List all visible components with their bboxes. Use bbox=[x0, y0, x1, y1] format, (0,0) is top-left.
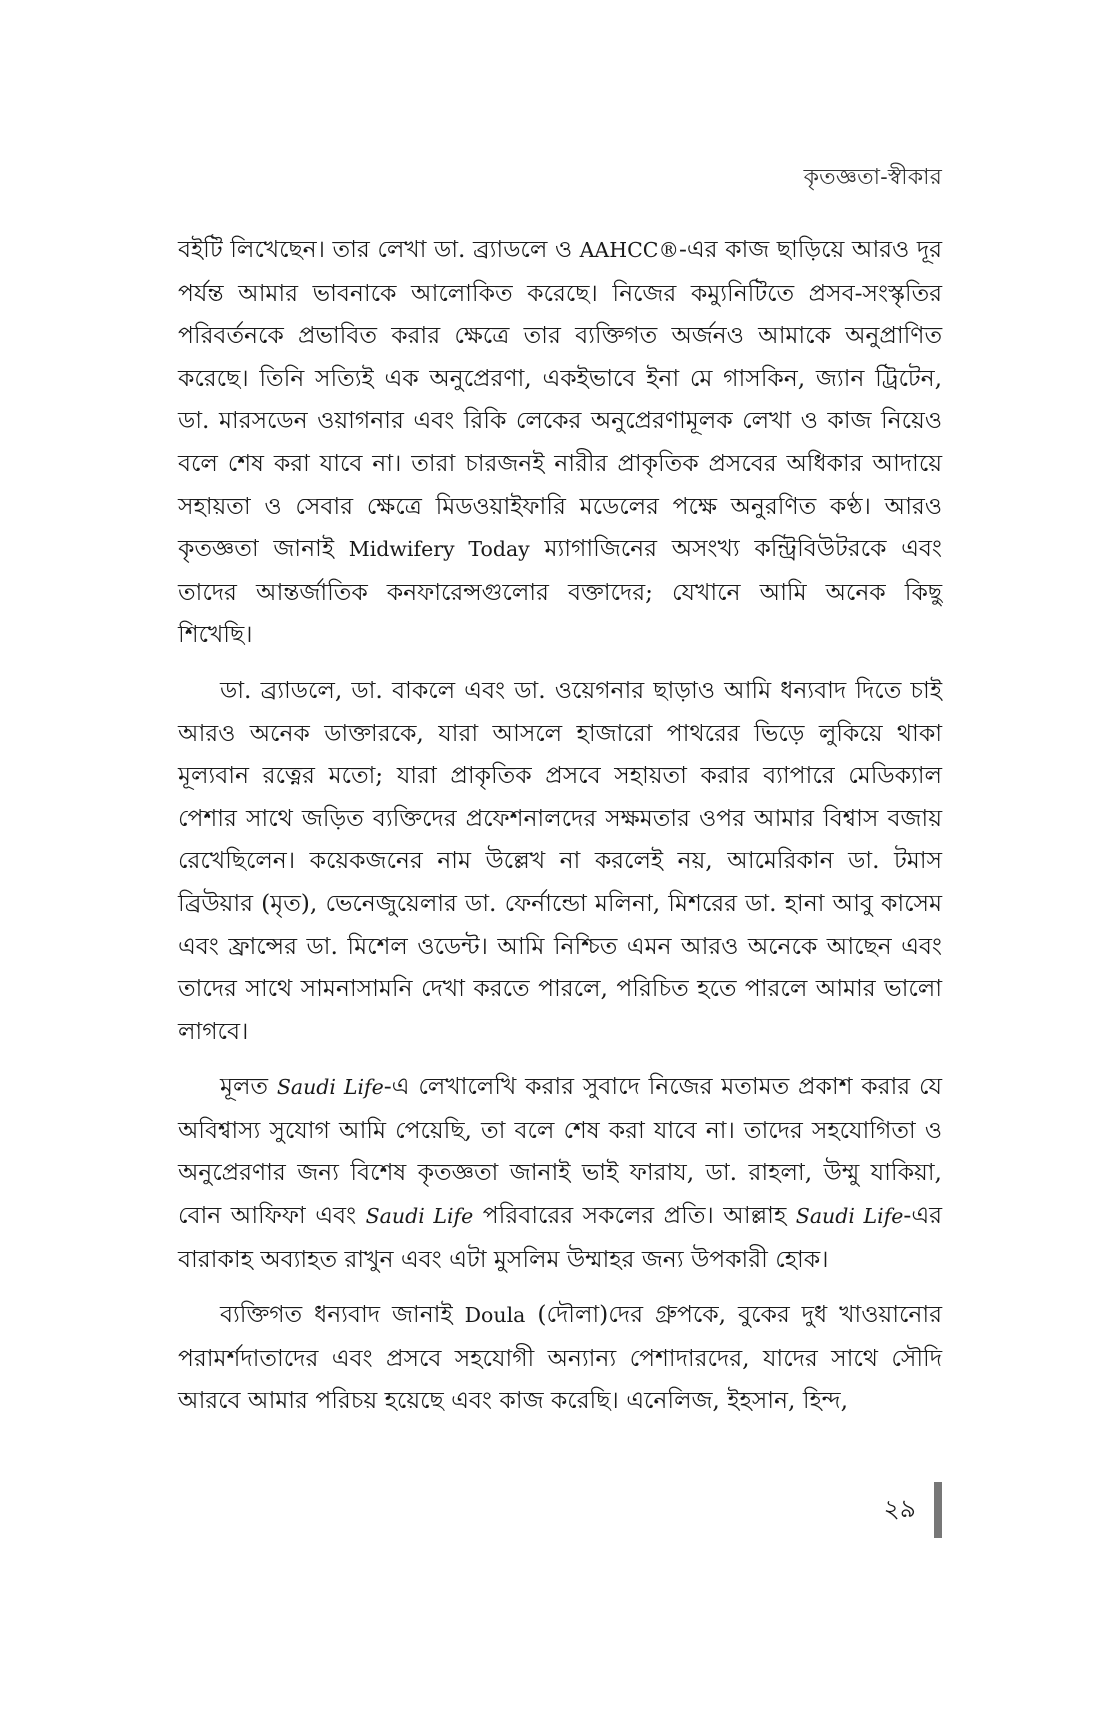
page-number: ২৯ bbox=[883, 1493, 916, 1523]
latin-term: Doula bbox=[464, 1303, 526, 1328]
paragraph bbox=[178, 1065, 942, 1280]
paragraph-text: (দৌলা)দের গ্রুপকে, বুকের দুধ খাওয়ানোর পরামর্শদাতাদের এবং প্রসবে সহযোগী অন্যান্য পেশাদারদের, যাদের সাথে সৌদি আরবে আমার পরিচয় হয়েছে এবং কাজ করেছি। এনেলিজ, ইহসান, হিন্দ, bbox=[178, 1300, 942, 1415]
latin-italic-term: Saudi Life bbox=[795, 1204, 904, 1229]
page-edge-bar bbox=[934, 1482, 942, 1538]
page-footer bbox=[884, 1482, 942, 1538]
paragraph-text: ডা. ব্র্যাডলে, ডা. বাকলে এবং ডা. ওয়েগনার ছাড়াও আমি ধন্যবাদ দিতে চাই আরও অনেক ডাক্তারকে, যারা আসলে হাজারো পাথরের ভিড়ে লুকিয়ে থাকা মূল্যবান রত্নের মতো; যারা প্রাকৃতিক প্রসবে সহায়তা করার ব্যাপারে মেডিক্যাল পেশার সাথে জড়িত ব্যক্তিদের প্রফেশনালদের সক্ষমতার ওপর আমার বিশ্বাস বজায় রেখেছিলেন। কয়েকজনের নাম উল্লেখ না করলেই নয়, আমেরিকান ডা. টমাস ব্রিউয়ার (মৃত), ভেনেজুয়েলার ডা. ফের্নান্ডো মলিনা, মিশরের ডা. হানা আবু কাসেম এবং ফ্রান্সের ডা. মিশেল ওডেন্ট। আমি নিশ্চিত এমন আরও অনেকে আছেন এবং তাদের সাথে সামনাসামনি দেখা করতে পারলে, পরিচিত হতে পারলে আমার ভালো লাগবে। bbox=[178, 675, 942, 1045]
latin-italic-term: Saudi Life bbox=[276, 1075, 384, 1100]
paragraph-text: -এ লেখালেখি করার সুবাদে নিজের মতামত প্রকাশ করার যে অবিশ্বাস্য সুযোগ আমি পেয়েছি, তা বলে শেষ করা যাবে না। তাদের সহযোগিতা ও অনুপ্রেরণার জন্য বিশেষ কৃতজ্ঞতা জানাই ভাই ফারায, ডা. রাহলা, উম্মু যাকিয়া, বোন আফিফা এবং bbox=[178, 1072, 942, 1230]
running-header: কৃতজ্ঞতা-স্বীকার bbox=[803, 165, 942, 190]
paragraph-text: ব্যক্তিগত ধন্যবাদ জানাই bbox=[220, 1300, 465, 1329]
paragraph-text: -এর বারাকাহ অব্যাহত রাখুন এবং এটা মুসলিম উম্মাহর জন্য উপকারী হোক। bbox=[178, 1201, 942, 1273]
latin-term: AAHCC® bbox=[579, 238, 679, 262]
latin-term: Midwifery Today bbox=[348, 537, 530, 562]
paragraph-text: মূলত bbox=[220, 1072, 277, 1101]
paragraph-text: ম্যাগাজিনের অসংখ্য কন্ট্রিবিউটরকে এবং তাদের আন্তর্জাতিক কনফারেন্সগুলোর বক্তাদের; যেখানে আমি অনেক কিছু শিখেছি। bbox=[178, 534, 942, 649]
paragraph bbox=[178, 669, 942, 1052]
paragraph-text: -এর কাজ ছাড়িয়ে আরও দূর পর্যন্ত আমার ভাবনাকে আলোকিত করেছে। নিজের কম্যুনিটিতে প্রসব-সংস্কৃতির পরিবর্তনকে প্রভাবিত করার ক্ষেত্রে তার ব্যক্তিগত অর্জনও আমাকে অনুপ্রাণিত করেছে। তিনি সত্যিই এক অনুপ্রেরণা, একইভাবে ইনা মে গাসকিন, জ্যান ট্রিটেন, ডা. মারসডেন ওয়াগনার এবং রিকি লেকের অনুপ্রেরণামূলক লেখা ও কাজ নিয়েও বলে শেষ করা যাবে না। তারা চারজনই নারীর প্রাকৃতিক প্রসবের অধিকার আদায়ে সহায়তা ও সেবার ক্ষেত্রে মিডওয়াইফারি মডেলের পক্ষে অনুরণিত কণ্ঠ। আরও কৃতজ্ঞতা জানাই bbox=[178, 235, 942, 563]
body-text bbox=[178, 228, 942, 1422]
paragraph bbox=[178, 228, 942, 656]
paragraph-text: পরিবারের সকলের প্রতি। আল্লাহ bbox=[473, 1201, 796, 1230]
latin-italic-term: Saudi Life bbox=[365, 1204, 474, 1229]
paragraph-text: বইটি লিখেছেন। তার লেখা ডা. ব্র্যাডলে ও bbox=[178, 235, 580, 263]
paragraph bbox=[178, 1293, 942, 1422]
